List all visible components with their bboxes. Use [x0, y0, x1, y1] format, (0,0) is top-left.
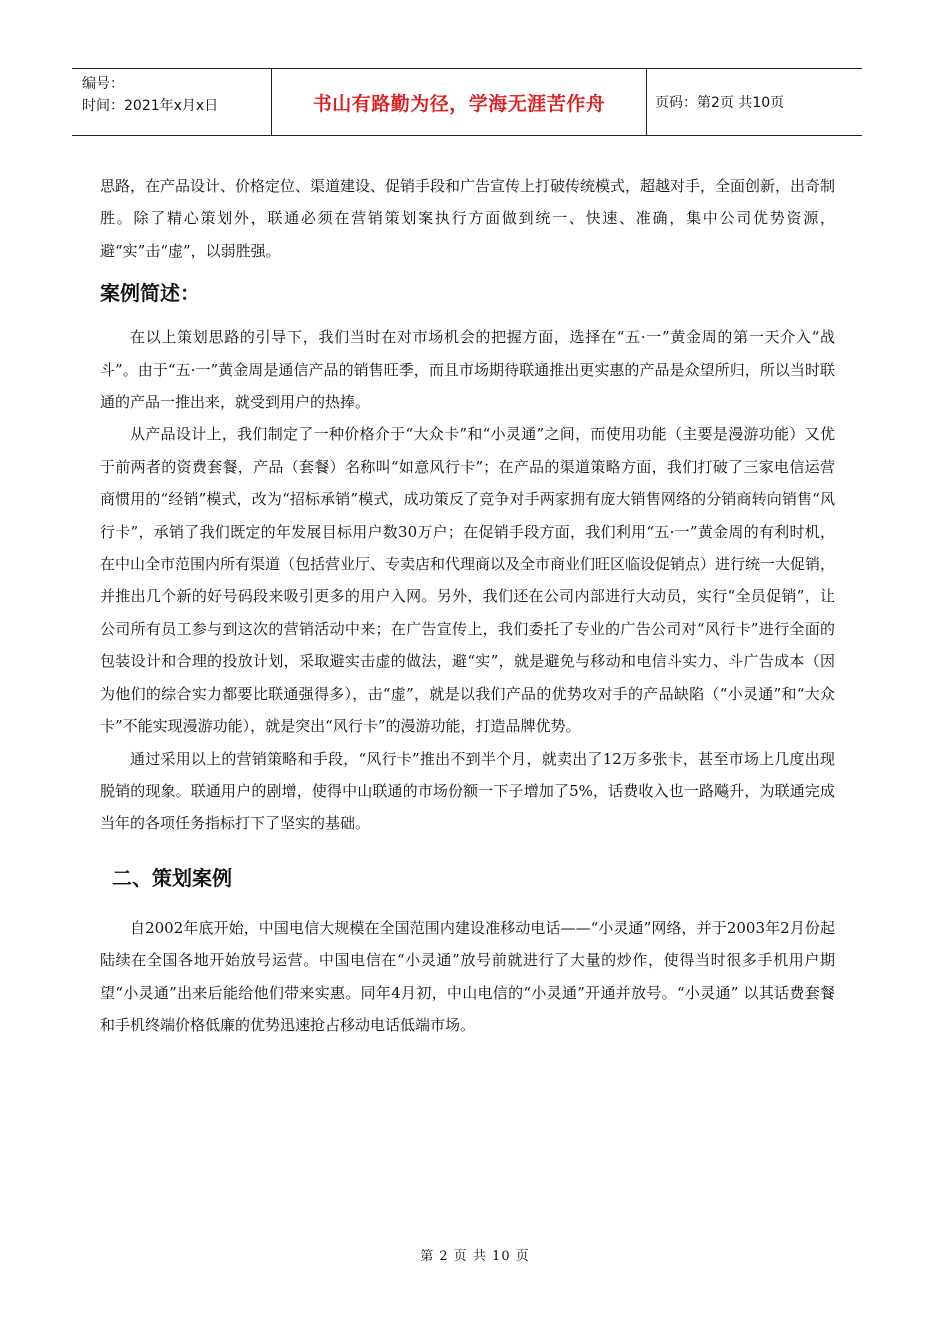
page-footer: 第 2 页 共 10 页: [420, 1249, 530, 1264]
header-motto: 书山有路勤为径，学海无涯苦作舟: [272, 69, 647, 135]
case-paragraph-2: 从产品设计上，我们制定了一种价格介于“大众卡”和“小灵通”之间，而使用功能（主要是漫游功能）又优于前两者的资费套餐，产品（套餐）名称叫“如意风行卡”；在产品的渠道策略方面，我们打破了三家电信运营商惯用的“经销”模式，改为“招标承销”模式，成功策反了竞争对手两家拥有庞大销售网络的分销商转向销售“风行卡”，承销了我们既定的年发展目标用户数30万户；在促销手段方面，我们利用“五·一”黄金周的有利时机，在中山全市范围内所有渠道（包括营业厅、专卖店和代理商以及全市商业们旺区临设促销点）进行统一大促销，并推出几个新的好号码段来吸引更多的用户入网。另外，我们还在公司内部进行大动员，实行“全员促销”，让公司所有员工参与到这次的营销活动中来；在广告宣传上，我们委托了专业的广告公司对“风行卡”进行全面的包装设计和合理的投放计划，采取避实击虚的做法，避“实”，就是避免与移动和电信斗实力、斗广告成本（因为他们的综合实力都要比联通强得多），击“虚”，就是以我们产品的优势攻对手的产品缺陷（“小灵通”和“大众卡”不能实现漫游功能），就是突出“风行卡”的漫游功能，打造品牌优势。: [100, 425, 836, 736]
case-paragraph-1: 在以上策划思路的引导下，我们当时在对市场机会的把握方面，选择在“五·一”黄金周的第一天介入“战斗”。由于“五·一”黄金周是通信产品的销售旺季，而且市场期待联通推出更实惠的产品是众望所归，所以当时联通的产品一推出来，就受到用户的热捧。: [100, 328, 835, 412]
page-header: [72, 68, 862, 136]
document-date-label: 时间：2021年x月x日: [82, 98, 219, 114]
section-two-heading: 二、策划案例: [112, 865, 232, 890]
header-page-indicator: 页码：第2页 共10页: [655, 95, 785, 111]
case-summary-heading: 案例简述：: [100, 281, 200, 306]
document-body: [100, 170, 835, 1041]
document-number-label: 编号：: [82, 76, 124, 92]
section-two-paragraph-1: 自2002年底开始，中国电信大规模在全国范围内建设准移动电话——“小灵通”网络，并于2003年2月份起陆续在全国各地开始放号运营。中国电信在“小灵通”放号前就进行了大量的炒作，使得当时很多手机用户期望“小灵通”出来后能给他们带来实惠。同年4月初，中山电信的“小灵通”开通并放号。“小灵通” 以其话费套餐和手机终端价格低廉的优势迅速抢占移动电话低端市场。: [100, 918, 835, 1034]
intro-paragraph: 思路，在产品设计、价格定位、渠道建设、促销手段和广告宣传上打破传统模式，超越对手，全面创新，出奇制胜。除了精心策划外，联通必须在营销策划案执行方面做到统一、快速、准确，集中公司优势资源，避“实”击“虚”，以弱胜强。: [100, 177, 836, 260]
case-paragraph-3: 通过采用以上的营销策略和手段，“风行卡”推出不到半个月，就卖出了12万多张卡，甚至市场上几度出现脱销的现象。联通用户的剧增，使得中山联通的市场份额一下子增加了5%，话费收入也一路飚升，为联通完成当年的各项任务指标打下了坚实的基础。: [100, 749, 835, 833]
header-meta: [72, 69, 272, 135]
